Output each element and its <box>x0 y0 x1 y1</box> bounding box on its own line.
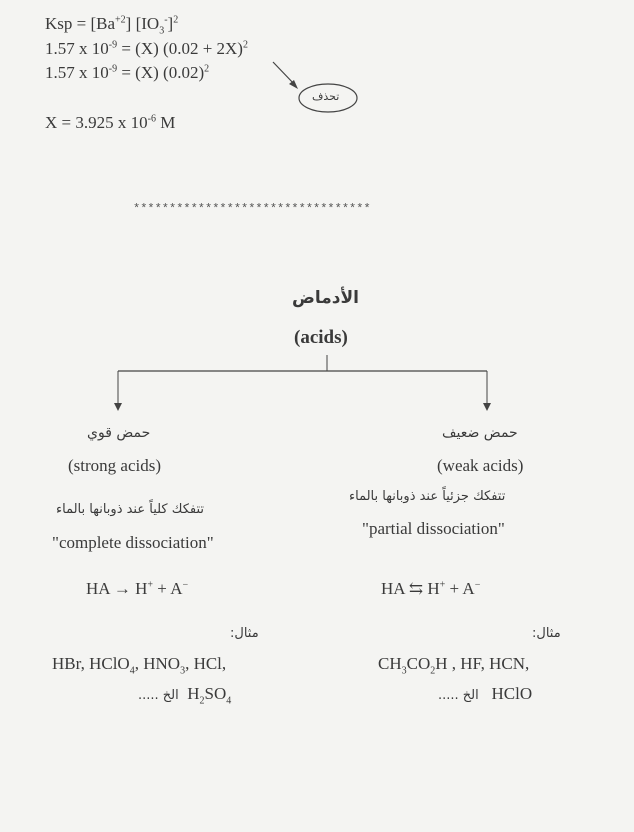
weak-acid-example-label: مثال: <box>532 626 561 641</box>
separator-stars: ********************************* <box>133 202 371 216</box>
weak-acid-label-english: (weak acids) <box>437 456 524 475</box>
strong-acid-reaction: HA → H+ + A− <box>86 579 189 598</box>
ksp-result: X = 3.925 x $10^{-6}$ M <box>45 113 176 132</box>
ksp-expression: Ksp = $[Ba^{+2}]$ $[IO_3^-]^2$ <box>45 14 179 37</box>
omit-arrow-icon <box>273 62 298 89</box>
strong-acid-label-english: (strong acids) <box>68 456 162 475</box>
title-arabic: الأدماض <box>292 288 359 308</box>
weak-acid-description-arabic: تتفكك جزئياً عند ذوبانها بالماء <box>349 489 506 504</box>
omit-note-text: تحذف <box>312 90 340 103</box>
weak-acid-examples-line1: $CH_3CO_2H$ , HF, HCN, <box>378 654 530 677</box>
strong-acid-examples-line2: الخ ..... $H_2SO_4$ <box>138 684 232 707</box>
weak-acid-description-english: "partial dissociation" <box>362 519 505 538</box>
weak-acid-examples-line2: الخ ..... HClO <box>438 684 533 703</box>
strong-acid-label-arabic: حمض قوي <box>87 425 151 441</box>
ksp-substitution-full: 1.57 x $10^{-9} = (X) (0.02 + 2X)^2$ <box>45 39 248 58</box>
weak-acid-label-arabic: حمض ضعيف <box>442 425 518 441</box>
strong-acid-description-english: "complete dissociation" <box>52 533 214 552</box>
branch-connector <box>114 355 491 411</box>
title-english: (acids) <box>294 327 348 348</box>
strong-acid-examples-line1: HBr, HClO$_4$, $HNO_3$, HCl, <box>52 654 227 677</box>
ksp-substitution-simplified: 1.57 x $10^{-9} = (X)$ $(0.02)^2$ <box>45 63 210 82</box>
weak-acid-reaction: HA ⇆ H+ + A− <box>381 579 481 598</box>
strong-acid-description-arabic: تتفكك كلياً عند ذوبانها بالماء <box>56 502 205 517</box>
strong-acid-example-label: مثال: <box>230 626 259 641</box>
